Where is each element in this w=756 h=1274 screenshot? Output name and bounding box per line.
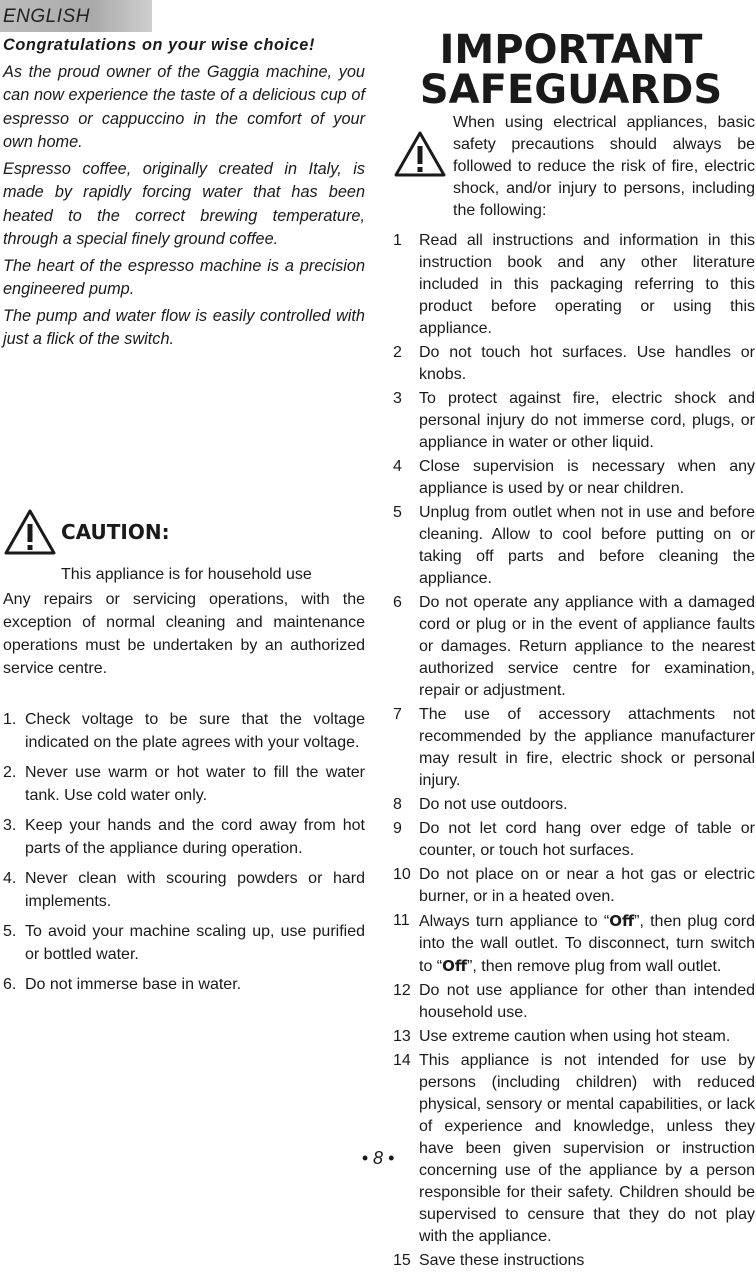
warning-icon [393, 130, 447, 178]
intro-paragraph: The heart of the espresso machine is a precision engineered pump. [3, 256, 365, 298]
page-number: • 8 • [361, 1148, 395, 1168]
list-item: 2. Never use warm or hot water to fill the water tank. Use cold water only. [3, 764, 365, 804]
intro-paragraph: As the proud owner of the Gaggia machine, you can now experience the taste of a delicious cup of espresso or cappuccino in the comfort of your own home. [3, 62, 365, 151]
safeguards-list [393, 230, 755, 1272]
list-item: 13 Use extreme caution when using hot steam. [393, 1028, 731, 1045]
congratulations-heading: Congratulations on your wise choice! [3, 36, 315, 54]
list-item: 3. Keep your hands and the cord away from hot parts of the appliance during operation. [3, 817, 365, 857]
list-item: 4. Never clean with scouring powders or hard implements. [3, 870, 365, 910]
list-item: 5 Unplug from outlet when not in use and before cleaning. Allow to cool before putting on or taking off parts and before cleaning the appliance. [393, 504, 755, 587]
intro-paragraph: Espresso coffee, originally created in Italy, is made by rapidly forcing water that has been heated to the correct brewing temperature, through a special finely ground coffee. [3, 159, 365, 248]
safeguards-intro [393, 112, 755, 230]
list-item: 6 Do not operate any appliance with a damaged cord or plug or in the event of appliance faults or damages. Return appliance to the nearest authorized service centre for examination, repair or adjustment. [393, 594, 755, 699]
list-item: 11 Always turn appliance to “Off”, then plug cord into the wall outlet. To disconnect, turn switch to “Off”, then remove plug from wall outlet. [393, 912, 756, 975]
caution-header [3, 508, 365, 560]
list-item: 5. To avoid your machine scaling up, use purified or bottled water. [3, 923, 365, 963]
list-item: 6. Do not immerse base in water. [3, 976, 242, 993]
language-label: ENGLISH [3, 6, 90, 27]
warning-icon [3, 508, 57, 556]
list-item: 2 Do not touch hot surfaces. Use handles or knobs. [393, 344, 755, 383]
page-title: IMPORTANT SAFEGUARDS [419, 27, 723, 113]
list-item: 7 The use of accessory attachments not recommended by the appliance manufacturer may result in fire, electric shock or personal injury. [393, 706, 755, 789]
caution-list [3, 708, 365, 996]
intro-paragraph: The pump and water flow is easily controlled with just a flick of the switch. [3, 306, 365, 348]
caution-body: Any repairs or servicing operations, with the exception of normal cleaning and maintenance operations must be undertaken by an authorized service centre. [3, 591, 365, 677]
list-item: 10 Do not place on or near a hot gas or electric burner, or in a heated oven. [393, 866, 755, 905]
list-item: 4 Close supervision is necessary when any appliance is used by or near children. [393, 458, 755, 497]
language-tab [0, 0, 152, 32]
caution-section [3, 508, 365, 1003]
caution-title: CAUTION: [61, 520, 170, 544]
safeguards-intro-text: When using electrical appliances, basic safety precautions should always be followed to reduce the risk of fire, electric shock, and/or injury to persons, including the following: [453, 114, 755, 219]
list-item: 12 Do not use appliance for other than intended household use. [393, 982, 755, 1021]
list-item: 14 This appliance is not intended for use by persons (including children) with reduced physical, sensory or mental capabilities, or lack of experience and knowledge, unless they have been given supervision or instruction concerning use of the appliance by a person responsible for their safety. Children should be supervised to censure that they do not play with the appliance. [393, 1052, 755, 1245]
list-item: 1 Read all instructions and information in this instruction book and any other literature included in this packaging referring to this product before operating or using this appliance. [393, 232, 755, 337]
list-item: 9 Do not let cord hang over edge of table or counter, or touch hot surfaces. [393, 820, 755, 859]
intro-section [3, 34, 365, 352]
list-item: 1. Check voltage to be sure that the voltage indicated on the plate agrees with your voltage. [3, 711, 365, 751]
list-item: 8 Do not use outdoors. [393, 796, 568, 813]
list-item: 3 To protect against fire, electric shock and personal injury do not immerse cord, plugs, or appliance in water or other liquid. [393, 390, 755, 451]
safeguards-column [393, 27, 756, 1274]
caution-subtitle: This appliance is for household use [61, 566, 312, 583]
list-item: 15 Save these instructions [393, 1252, 585, 1269]
intro-column [3, 34, 365, 355]
